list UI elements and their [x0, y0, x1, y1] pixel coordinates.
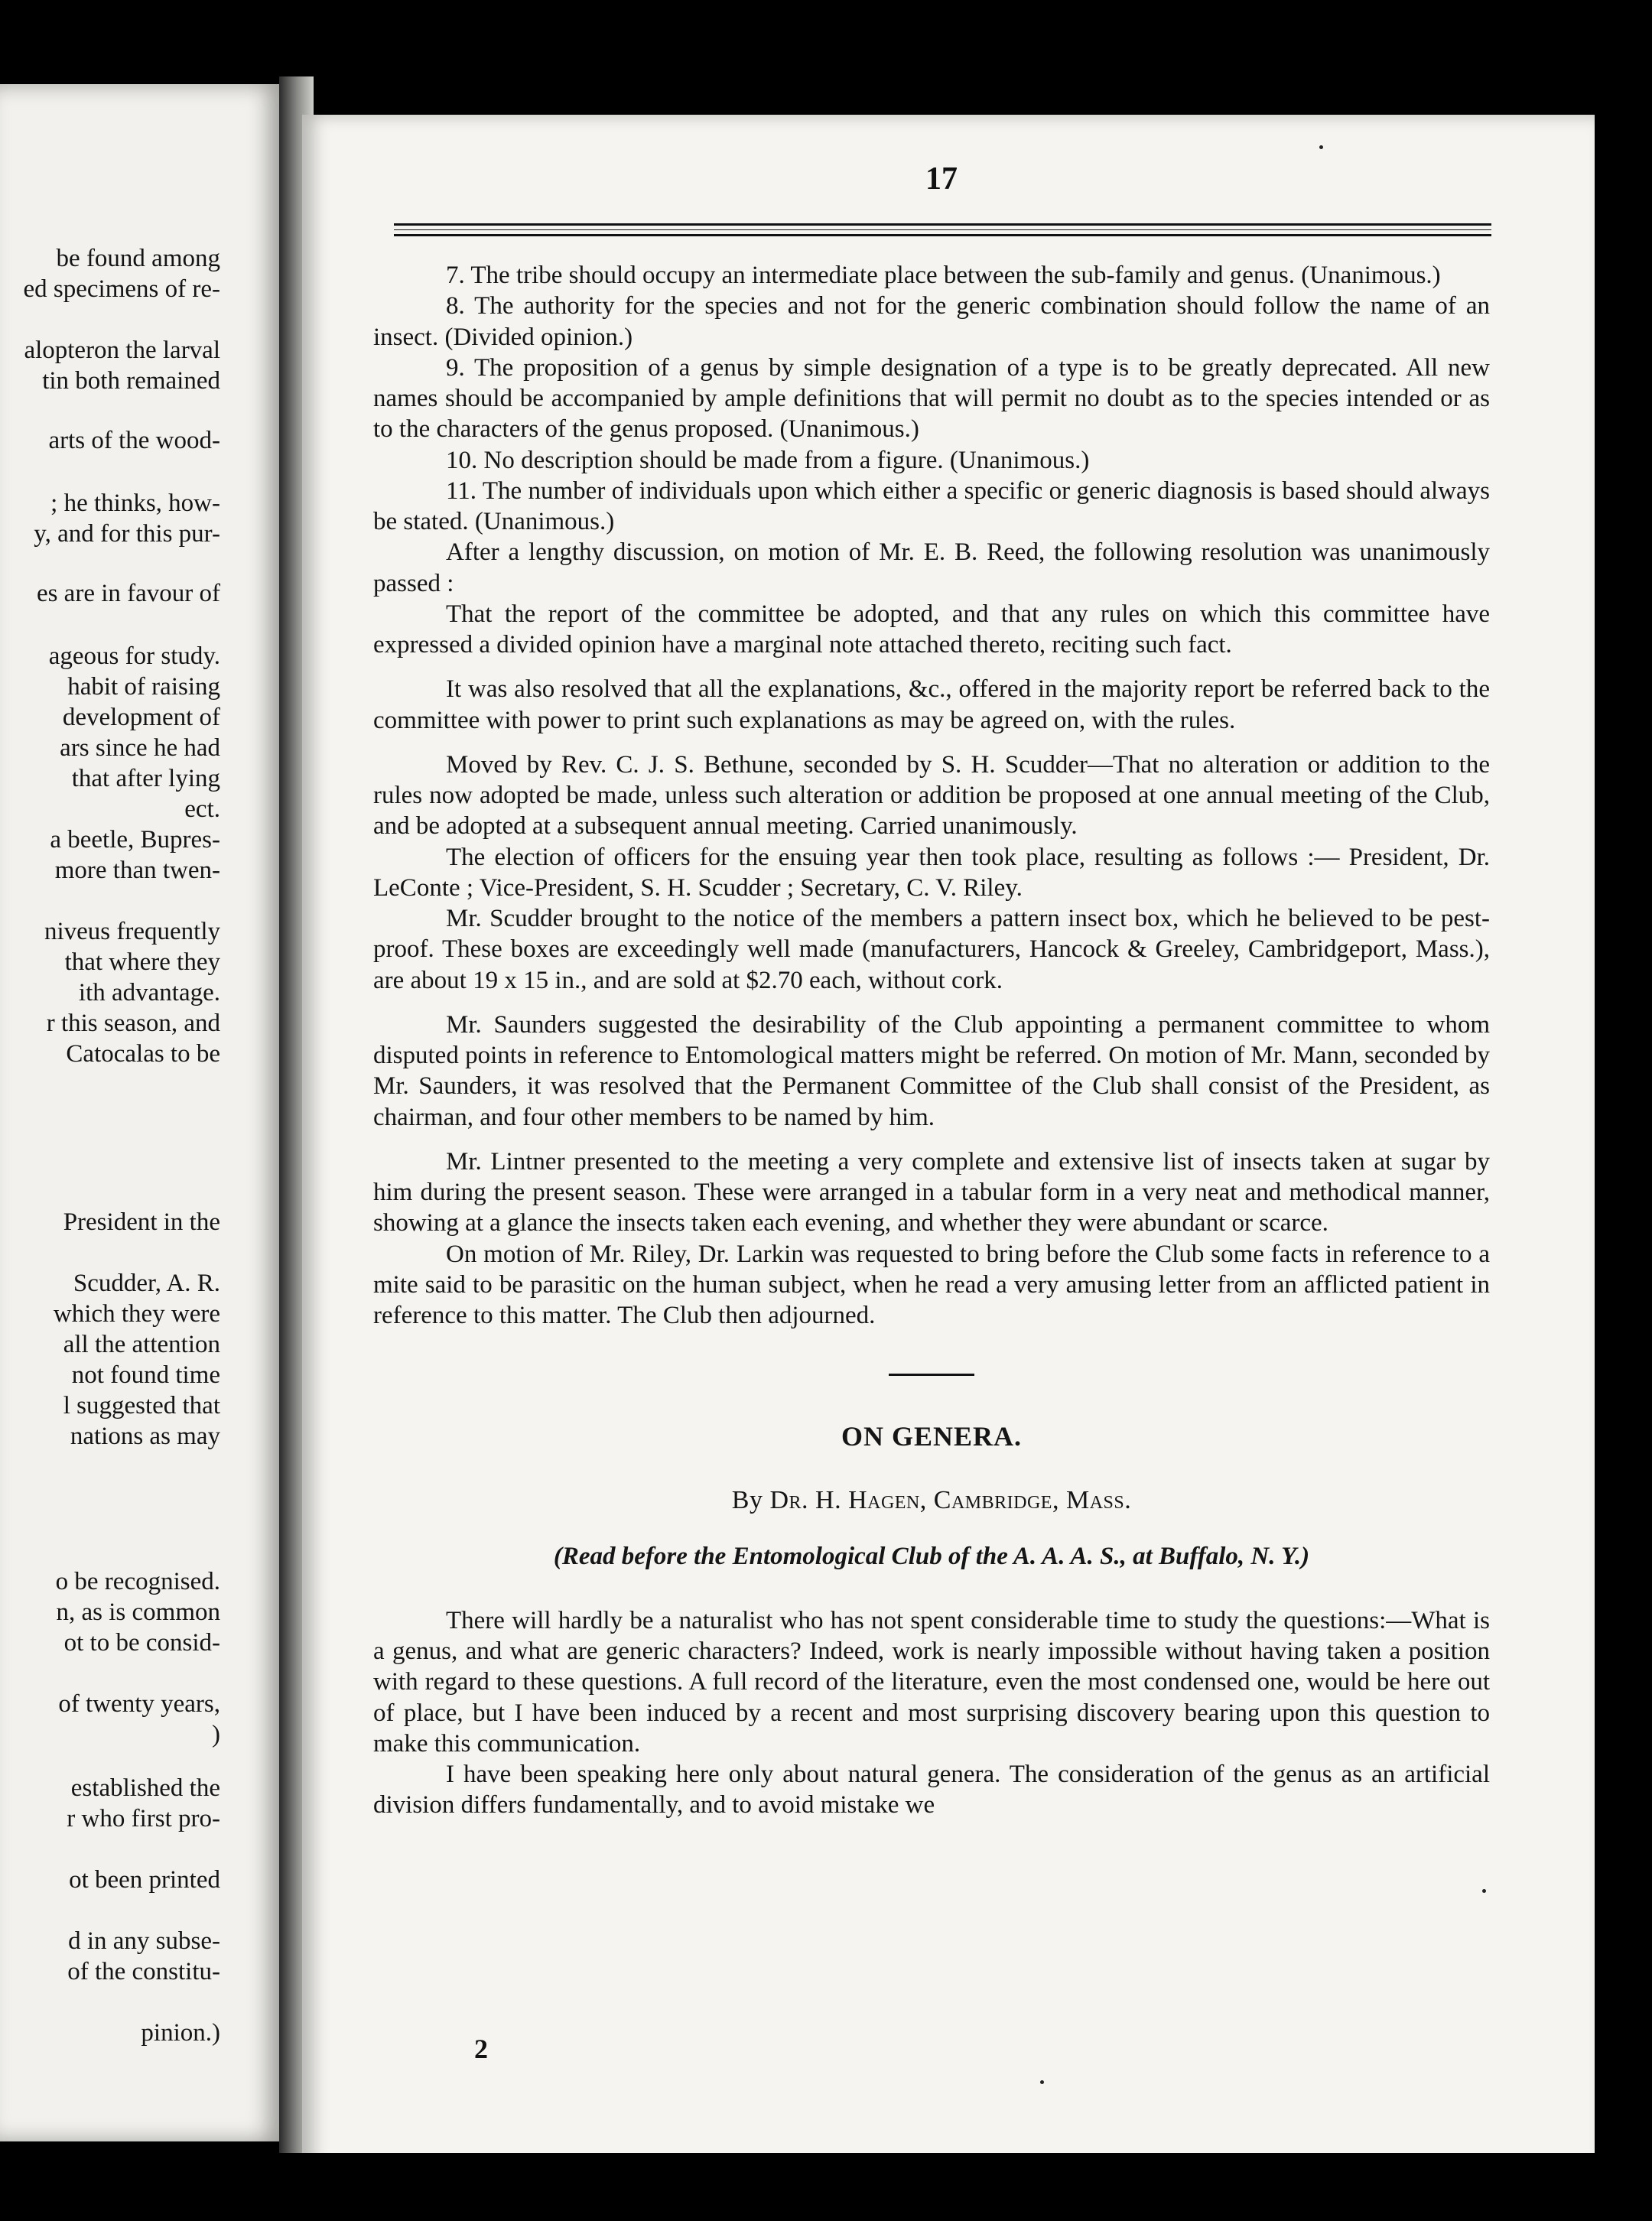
section-paragraph: There will hardly be a naturalist who has not spent considerable time to study the questions:—What is a genus, and what are generic characters? Indeed, work is nearly impossible without having taken a position with regard to these questions. A full record of the literature, even the most condensed one, would be here out of place, but I have been induced by a recent and most surprising discovery bearing upon this question to make this communication. — [373, 1606, 1490, 1758]
left-page-fragment — [0, 84, 283, 2141]
scan-speck — [1040, 2080, 1044, 2084]
left-page-line: l suggested that — [63, 1392, 220, 1419]
main-text-column — [373, 260, 1490, 1821]
left-page-line: Scudder, A. R. — [73, 1270, 220, 1297]
byline-prefix: By — [731, 1486, 763, 1515]
left-page-line: nations as may — [70, 1423, 220, 1450]
read-note: (Read before the Entomological Club of the A. A. A. S., at Buffalo, N. Y.) — [553, 1542, 1310, 1570]
left-page-line: habit of raising — [67, 673, 220, 701]
paragraph: Moved by Rev. C. J. S. Bethune, seconded by S. H. Scudder—That no alteration or addition to the rules now adopted be made, unless such alteration or addition be proposed at one annual meeting of the Club, and be adopted at a subsequent annual meeting. Carried unanimously. — [373, 750, 1490, 841]
header-rule — [394, 223, 1491, 226]
left-page-line: of twenty years, — [58, 1690, 220, 1718]
left-page-line: more than twen- — [54, 857, 220, 884]
paragraph: 10. No description should be made from a figure. (Unanimous.) — [446, 446, 1090, 474]
byline — [373, 1484, 1490, 1516]
left-page-line: alopteron the larval — [24, 337, 220, 364]
paragraph: The election of officers for the ensuing year then took place, resulting as follows :— President, Dr. LeConte ; Vice-President, S. H. Scudder ; Secretary, C. V. Riley. — [373, 843, 1490, 902]
header-rule — [394, 234, 1491, 236]
paragraph: 7. The tribe should occupy an intermediate place between the sub-family and genus. (Unanimous.) — [446, 262, 1441, 289]
left-page-line: all the attention — [63, 1331, 220, 1358]
scan-speck — [1482, 1889, 1486, 1893]
paragraph: 8. The authority for the species and not for the generic combination should follow the name of an insect. (Divided opinion.) — [373, 292, 1490, 351]
left-page-line: ) — [212, 1721, 220, 1748]
scan-border-bottom — [0, 2153, 1652, 2221]
left-page-line: ot been printed — [69, 1866, 220, 1894]
left-page-line: ot to be consid- — [63, 1629, 220, 1657]
header-rule — [394, 229, 1491, 230]
section-divider — [889, 1374, 974, 1376]
left-page-line: that after lying — [71, 765, 220, 792]
left-page-line: ith advantage. — [78, 979, 220, 1006]
left-page-line: which they were — [53, 1300, 220, 1328]
left-page-line: r this season, and — [46, 1010, 220, 1037]
left-page-line: es are in favour of — [36, 580, 220, 607]
paragraph: 11. The number of individuals upon which either a specific or generic diagnosis is based should always be stated. (Unanimous.) — [373, 476, 1490, 535]
scan-speck — [1319, 145, 1323, 149]
paragraph: It was also resolved that all the explanations, &c., offered in the majority report be referred back to the committee with power to print such explanations as may be agreed on, with the rules. — [373, 675, 1490, 734]
left-page-line: pinion.) — [141, 2019, 220, 2047]
left-page-line: ect. — [184, 795, 220, 823]
left-page-line: not found time — [71, 1361, 220, 1389]
paragraph: After a lengthy discussion, on motion of Mr. E. B. Reed, the following resolution was unanimously passed : — [373, 538, 1490, 597]
section-title: ON GENERA. — [841, 1421, 1023, 1452]
left-page-line: o be recognised. — [55, 1568, 220, 1595]
section-paragraph: I have been speaking here only about natural genera. The consideration of the genus as an artificial division differs fundamentally, and to avoid mistake we — [373, 1761, 1490, 1819]
left-page-line: tin both remained — [42, 367, 220, 395]
scan-border-top — [0, 0, 1652, 92]
paragraph: Mr. Lintner presented to the meeting a very complete and extensive list of insects taken at sugar by him during the present season. These were arranged in a tabular form in a very neat and methodical manner, showing at a glance the insects taken each evening, and whether they were abundant or scarce. — [373, 1147, 1490, 1237]
signature-mark: 2 — [474, 2034, 488, 2064]
left-page-line: arts of the wood- — [48, 427, 220, 454]
left-page-line: r who first pro- — [67, 1805, 220, 1832]
left-page-line: established the — [70, 1774, 220, 1802]
left-page-line: ; he thinks, how- — [50, 489, 220, 517]
paragraph: On motion of Mr. Riley, Dr. Larkin was requested to bring before the Club some facts in reference to a mite said to be parasitic on the human subject, when he read a very amusing letter from an afflicted patient in reference to this matter. The Club then adjourned. — [373, 1240, 1490, 1329]
left-page-line: Catocalas to be — [66, 1040, 220, 1068]
paragraph: That the report of the committee be adopted, and that any rules on which this committee have expressed a divided opinion have a marginal note attached thereto, reciting such fact. — [373, 600, 1490, 658]
left-page-line: a beetle, Bupres- — [50, 826, 220, 854]
left-page-line: ars since he had — [60, 734, 220, 762]
left-page-line: President in the — [63, 1208, 220, 1236]
left-page-line: y, and for this pur- — [34, 520, 220, 548]
left-page-line: n, as is common — [56, 1598, 220, 1626]
paragraph: Mr. Saunders suggested the desirability of the Club appointing a permanent committee to whom disputed points in reference to Entomological matters might be referred. On motion of Mr. Mann, seconded by Mr. Saunders, it was resolved that the Permanent Committee of the Club shall consist of the President, as chairman, and four other members to be named by him. — [373, 1010, 1490, 1131]
left-page-line: ageous for study. — [48, 642, 220, 670]
left-page-line: of the constitu- — [67, 1958, 220, 1985]
page-number: 17 — [925, 161, 958, 197]
left-page-line: niveus frequently — [44, 918, 220, 945]
left-page-line: be found among — [56, 245, 220, 272]
left-page-line: that where they — [64, 948, 220, 976]
left-page-line: development of — [62, 704, 220, 731]
byline-author: Dr. H. Hagen, Cambridge, Mass. — [769, 1486, 1132, 1515]
left-page-line: d in any subse- — [68, 1927, 220, 1955]
paragraph: 9. The proposition of a genus by simple designation of a type is to be greatly deprecated. All new names should be accompanied by ample definitions that will permit no doubt as to the species intended or as to the characters of the genus proposed. (Unanimous.) — [373, 353, 1490, 444]
paragraph: Mr. Scudder brought to the notice of the members a pattern insect box, which he believed to be pest-proof. These boxes are exceedingly well made (manufacturers, Hancock & Greeley, Cambridgeport, Mass.), are about 19 x 15 in., and are sold at $2.70 each, without cork. — [373, 905, 1490, 994]
left-page-line: ed specimens of re- — [23, 275, 220, 303]
